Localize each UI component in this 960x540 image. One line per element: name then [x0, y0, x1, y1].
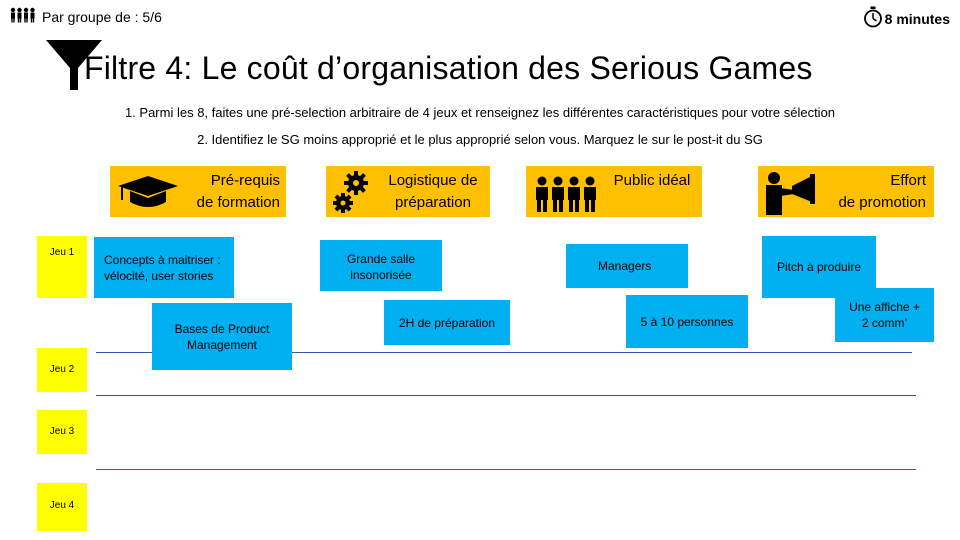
row-separator [96, 469, 916, 470]
timer-label: 8 minutes [884, 10, 950, 27]
stopwatch-icon [863, 6, 883, 31]
instruction-1: 1. Parmi les 8, faites une pré-selection arbitraire de 4 jeux et renseignez les différentes caractéristiques pour votre sélection [124, 105, 836, 120]
note-affiche [835, 288, 934, 342]
column-header-logistique-line1: Logistique de [388, 172, 478, 189]
note-concepts [94, 237, 234, 298]
note-bases [152, 303, 292, 370]
note-affiche-line1: Une affiche + [849, 300, 920, 314]
note-personnes-text: 5 à 10 personnes [640, 314, 734, 329]
group-size-label: Par groupe de : 5/6 [42, 8, 162, 25]
column-header-prerequis-line1: Pré-requis [210, 172, 280, 189]
column-header-logistique [326, 166, 490, 217]
graduation-cap-icon [116, 172, 180, 219]
note-salle [320, 240, 442, 291]
column-header-effort-line2: de promotion [838, 194, 926, 211]
jeu-3-card [37, 410, 87, 454]
note-preparation [384, 300, 510, 345]
note-salle-line2: insonorisée [350, 268, 412, 282]
jeu-2-label: Jeu 2 [49, 364, 75, 375]
note-bases-line2: Management [186, 337, 258, 352]
jeu-3-label: Jeu 3 [49, 426, 75, 437]
jeu-1-card [37, 236, 87, 298]
gears-icon [330, 170, 372, 223]
jeu-4-card [37, 483, 87, 531]
note-managers-text: Managers [598, 259, 652, 273]
note-concepts-line1: Concepts à maitriser : [104, 252, 221, 267]
column-header-effort-line1: Effort [890, 172, 926, 189]
column-header-public-line1: Public idéal [613, 172, 691, 189]
note-managers [566, 244, 688, 288]
note-salle-line1: Grande salle [346, 252, 416, 266]
page-title: Filtre 4: Le coût d’organisation des Serious Games [84, 50, 813, 86]
megaphone-icon [764, 170, 816, 223]
note-personnes [626, 295, 748, 348]
jeu-4-label: Jeu 4 [49, 500, 75, 511]
note-concepts-line2: vélocité, user stories [104, 268, 214, 283]
column-header-logistique-line2: préparation [395, 194, 471, 211]
column-header-prerequis [110, 166, 286, 217]
note-affiche-line2: 2 comm’ [861, 316, 908, 330]
column-header-effort [758, 166, 934, 217]
jeu-1-label: Jeu 1 [49, 247, 75, 258]
timer-indicator [863, 6, 950, 31]
row-separator [96, 395, 916, 396]
audience-icon [534, 176, 598, 221]
note-preparation-text: 2H de préparation [398, 315, 496, 330]
column-header-prerequis-line2: de formation [196, 194, 280, 211]
jeu-2-card [37, 348, 87, 392]
note-pitch-text: Pitch à produire [776, 260, 862, 274]
instruction-2: 2. Identifiez le SG moins approprié et le plus approprié selon vous. Marquez le sur le post-it du SG [197, 132, 763, 147]
group-size-indicator [10, 7, 162, 26]
column-header-public [526, 166, 702, 217]
note-bases-line1: Bases de Product [174, 321, 270, 336]
people-group-icon [10, 7, 36, 26]
